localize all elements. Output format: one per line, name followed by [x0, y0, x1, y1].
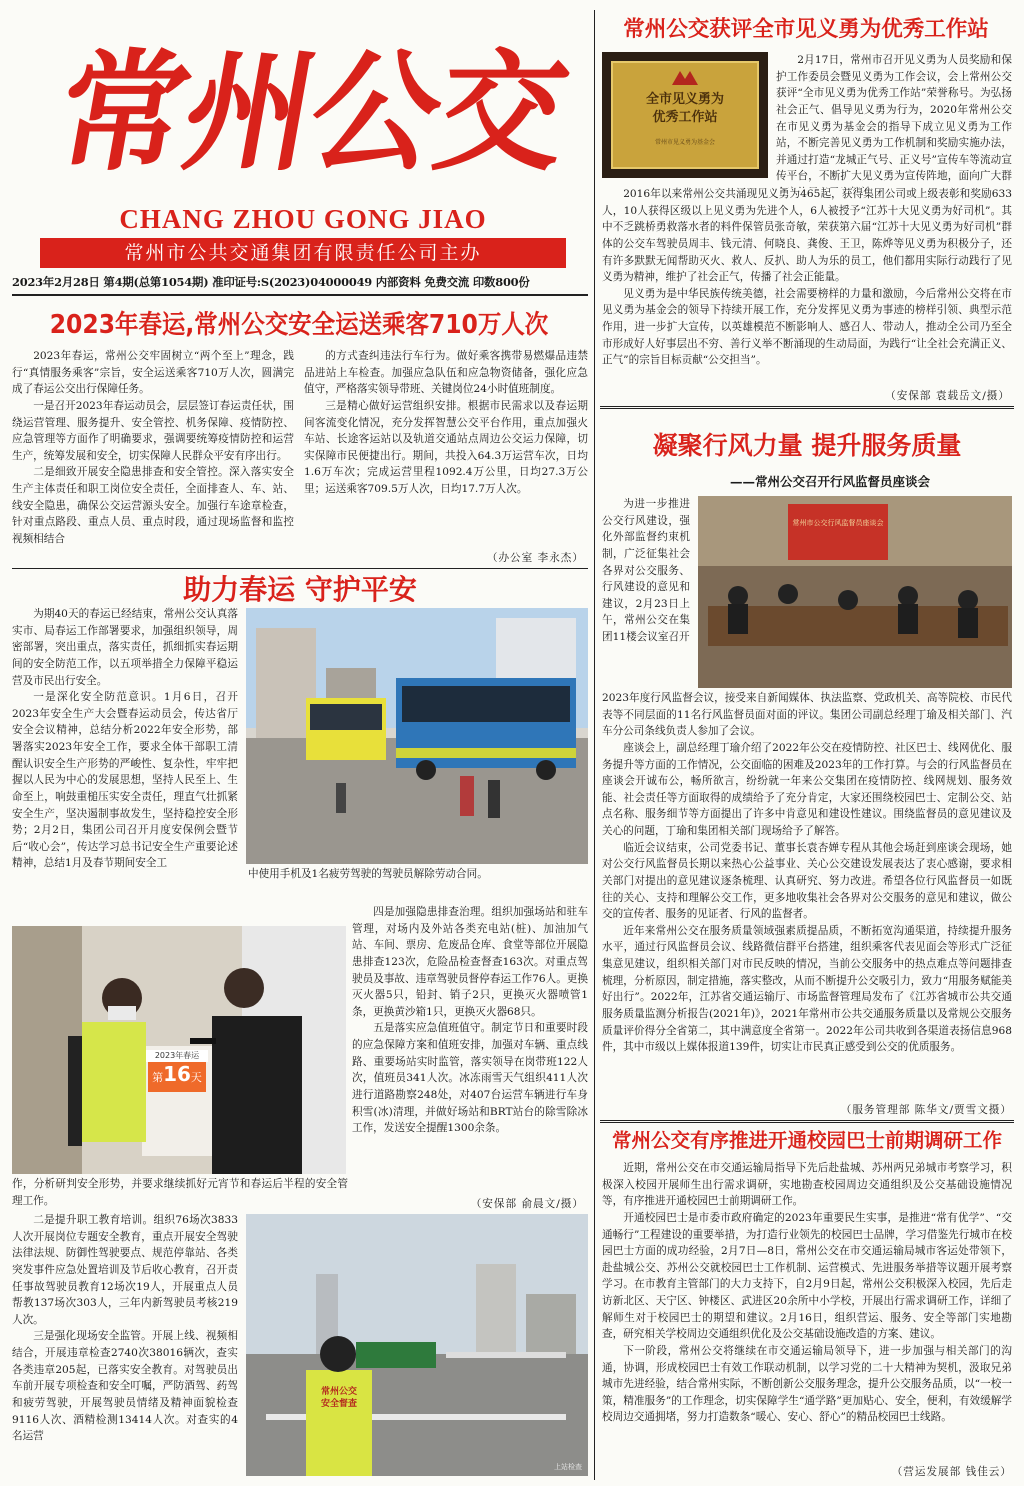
award-body [602, 186, 1012, 400]
style-para-4: 近年来常州公交在服务质量领域强素质提品质，不断拓宽沟通渠道，持续提升服务水平，通过行风监督员会议、线路微信群平台搭建，组织乘客代表见面会等形式广泛征集意见建议，组织相关部门对市民反映的情况，当前公交服务中的热点难点等问题排查梳理，分析原因，制定措施，落实整改，从而不断提升公交吸引力，致力“用服务赋能美好出行”。2022年，江苏省交通运输厅、市场监督管理局发布了《江苏省城市公共交通服务质量监测分析报告(2021年)》，2021年常州市公共交通服务质量以及常规公交服务质量评价得分全省第二，其中满意度全省第一。2022年公司共收到各渠道表扬信息968件，其中市级以上媒体报道139件，切实让市民真正感受到公交的优质服务。 [602, 924, 1012, 1054]
school-body [602, 1160, 1012, 1464]
school-para-3: 下一阶段，常州公交将继续在市交通运输局领导下，进一步加强与相关部门的沟通，协调，形成校园巴士有效工作联动机制，以学习党的二十大精神为契机，汲取兄弟城市先进经验，结合常州实际，不断创新公交服务理念，提升公交服务品质，以“一校一策，精准服务”的工作理念，切实保障学生“通学路”更加贴心、安全，便利，有效缓解学校周边交通拥堵，努力打造数条“暖心、安心、舒心”的精品校园巴士线路。 [602, 1344, 1012, 1424]
style-body [602, 690, 1012, 1120]
escort-col-left-top [12, 606, 238, 922]
spring-col-1 [12, 348, 294, 568]
award-headline: 常州公交获评全市见义勇为优秀工作站 [623, 17, 989, 42]
spring-col1-para: 一是召开2023年春运动员会，层层签订春运责任状，围绕运营管理、服务提升、安全管控、机务保障、疫情防控、应急管理等方面作了明确要求，强调要统筹疫情防控和运营生产，统筹发展和安全，切实保障人民群众平安有序出行。 [12, 399, 294, 462]
photo-interview [12, 926, 346, 1174]
award-credit: （安保部 袁载岳文/摄） [885, 390, 1010, 402]
photo-buses-station [246, 608, 588, 864]
plaque-issuer: 常州市见义勇为基金会 [654, 139, 715, 146]
masthead-pinyin: CHANG ZHOU GONG JIAO [119, 204, 487, 234]
issue-info: 2023年2月28日 第4期(总第1054期) 准印证号:S(2023)04000049 内部资料 免费交流 印数800份 [12, 275, 530, 289]
photo-inspector [246, 1214, 588, 1476]
inspector-illustration [246, 1214, 588, 1476]
escort-col-right [352, 904, 588, 1190]
photo2-sign-year: 2023年春运 [146, 1050, 208, 1062]
spring-col1-para: 2023年春运，常州公交牢固树立“两个至上”理念，践行“真情服务乘客”宗旨，安全运送乘客710万人次，圆满完成了春运公交出行保障任务。 [12, 350, 294, 396]
escort-point-1: 一是深化安全防范意识。1月6日，召开2023年安全生产大会暨春运动员会，传达省厅安全会议精神，总结分析2022年安全形势，部署落实2023年安全工作，要求全体干部职工清醒认识安全生产形势的严峻性、复杂性，牢牢把握以人民为中心的发展思想，坚持人民至上、生命至上，响鼓重槌压实安全责任，理直气壮抓紧安全生产，坚决遏制事故发生，坚持稳控安全形势；2月2日，集团公司召开月度安保例会暨节后“收心会”，传达学习总书记安全生产重要论述精神，总结1月及春节期间安全工 [12, 691, 238, 870]
sponsor-text: 常州市公共交通集团有限责任公司主办 [124, 242, 482, 264]
spring-headline: 2023年春运,常州公交安全运送乘客710万人次 [49, 310, 549, 340]
style-text-beside [602, 496, 690, 690]
award-bottom-rule [600, 406, 1014, 409]
escort-intro: 为期40天的春运已经结束，常州公交认真落实市、局春运工作部署要求，加强组织领导，周密部署，突出重点，落实责任，抓细抓实春运期间的安全防范工作，以五项举措全力保障平稳运营及市民出行安全。 [12, 608, 238, 687]
style-para-1a: 为进一步推进公交行风建设，强化外部监督约束机制，广泛征集社会各界对公交服务、行风建设的意见和建议，2月23日上午，常州公交在集团11楼会议室召开 [602, 498, 690, 643]
escort-mid-1 [248, 866, 588, 904]
spring-col-2 [304, 348, 588, 548]
photo3-caption: 上站检查 [554, 1463, 582, 1471]
escort-col-left-bottom [12, 1212, 238, 1476]
style-headline: 凝聚行风力量 提升服务质量 [652, 431, 962, 460]
school-credit: （营运发展部 钱佳云） [891, 1466, 1012, 1478]
escort-after-photo [12, 1176, 348, 1210]
masthead-logo-calligraphy: 常州公交 [46, 36, 578, 190]
school-headline: 常州公交有序推进开通校园巴士前期调研工作 [611, 1129, 1002, 1152]
meeting-screen-text: 常州市公交行风监督员座谈会 [792, 519, 884, 527]
escort-point-3: 三是强化现场安全监管。开展上线、视频相结合，开展违章检查2740次38016辆次，查实各类违章205起，已落实安全教育。对驾驶员出车前开展专项检查和安全叮嘱，严防酒驾、药驾和疲劳驾驶，开展驾驶员情绪及精神面貌检查9116人次、酒精检测13414人次。对查实的4名运营 [12, 1330, 238, 1443]
escort-headline: 助力春运 守护平安 [183, 573, 417, 606]
award-para-3: 见义勇为是中华民族传统美德，社会需要榜样的力量和激励，今后常州公交将在市见义勇为基金会的领导下持续开展工作，充分发挥见义勇为事迹的榜样引领、典型示范作用，进一步扩大宣传，以英雄模范不断影响人、感召人、带动人，推动全公司乃至全市形成好人好事层出不穷、善行义举不断涌现的生动局面，为践行“让全社会充满正义、正气”的宗旨目标贡献“公交担当”。 [602, 287, 1012, 367]
style-para-1b: 2023年度行风监督会议，接受来自新闻媒体、执法监察、党政机关、高等院校、市民代表等不同层面的11名行风监督员面对面的评议。集团公司副总经理丁瑜及相关部门、汽车分公司条线负责人参加了会议。 [602, 692, 1012, 738]
style-bottom-rule [600, 1120, 1014, 1123]
award-para-1: 2月17日，常州市召开见义勇为人员奖励和保护工作委员会暨见义勇为工作会议，会上常州公交获评“全市见义勇为优秀工作站”荣誉称号。为弘扬社会正气、倡导见义勇为行为，2020年常州公交在市见义勇为基金会的指导下成立见义勇为工作站，不断完善见义勇为工作机制和奖励实施办法，并通过打造“龙城正气号、正义号”宣传车等流动宣传平台，不断扩大见义勇为宣传阵地，面向广大群 [776, 54, 1012, 183]
photo2-sign-pre: 第 [152, 1071, 164, 1084]
escort-point-4: 四是加强隐患排查治理。组织加强场站和驻车管理，对场内及外站各类充电站(桩)、加油加气站、车间、票房、危废品仓库、食堂等部位开展隐患排查123次，危险品检查督查163次。对重点驾驶员及事故、违章驾驶员督停春运工作76人。更换灭火器5只，铅封、销子2只，更换灭火器喷管1条，更换黄沙箱1只，更换灭火器68只。 [352, 906, 588, 1018]
plaque-line-2: 优秀工作站 [652, 110, 718, 125]
escort-mid-text: 中使用手机及1名疲劳驾驶的驾驶员解除劳动合同。 [248, 868, 488, 880]
escort-credit: （安保部 俞晨文/摄） [470, 1198, 584, 1210]
escort-point-1-end: 作，分析研判安全形势，并要求继续抓好元宵节和春运后半程的安全管理工作。 [12, 1178, 348, 1207]
photo3-vest-text: 常州公交 安全督查 [320, 1387, 357, 1409]
plaque-line-1: 全市见义勇为 [645, 92, 724, 107]
style-para-3: 临近会议结束，公司党委书记、董事长袁杏婵专程从其他会场赶到座谈会现场，她对公交行风监督员长期以来热心公益事业、关心公交建设发展表达了衷心感谢，要求相关部门对提出的意见建议逐条梳理、认真研究、努力改进。希望各位行风监督员一如既往的关心、支持和理解公交工作，更多地收集社会各界对公交服务的意见和建议，做公交的宣传者、服务的见证者、行风的监督者。 [602, 841, 1012, 921]
award-para-2: 2016年以来常州公交共涌现见义勇为465起，获得集团公司或上级表彰和奖励633人，10人获得区级以上见义勇为先进个人，6人被授予“江苏十大见义勇为好司机”。其中不乏跳桥勇救落水者的料件保管员张奇敏，荣获第六届“江苏十大见义勇为好司机”群体的公交车驾驶员周丰、钱元清、何晓良、龚俊、王卫，陈烨等见义勇为积极分子，还有许多默默无闻帮助灭火、救人、反扒、助人为乐的员工，他们都用实际行动践行了见义勇为精神，维护了社会正气，传播了社会正能量。 [602, 188, 1012, 284]
escort-point-2: 二是提升职工教育培训。组织76场次3833人次开展岗位专题安全教育，重点开展安全驾驶法律法规、防御性驾驶要点、规范停靠站、各类突发事件应急处置培训及节后收心教育，召开责任事故驾驶员教育12场次19人，开展重点人员帮教137场次303人，三年内新驾驶员考核219人次。 [12, 1214, 238, 1326]
school-para-2: 开通校园巴士是市委市政府确定的2023年重要民生实事，是推进“常有优学”、“交通畅行”工程建设的重要举措，为打造行业领先的校园巴士品牌，学习借鉴先行城市在校园巴士方面的成功经验，2月7日—8日，常州公交在市交通运输局城市客运处带领下，赴盐城公交、苏州公交就校园巴士工作机制、运营模式、先进服务举措等议题开展考察学习。在市教育主管部门的大力支持下，自2月9日起，常州公交积极深入校园，先后走访新北区、天宁区、钟楼区、武进区20余所中小学校，开展出行需求调研工作，详细了解师生对于校园巴士的期望和建议。2月16日，组织营运、服务、安全等部门实地勘查，研究相关学校周边交通组织优化及公交基础设施改造的方案、建议。 [602, 1211, 1012, 1341]
escort-point-5: 五是落实应急值班值守。制定节日和重要时段的应急保障方案和值班安排，加强对车辆、重点线路、重要场站实时监管，落实领导在岗带班122人次，值班员341人次。冰冻雨雪天气组织411人次进行道路勘察248处，对407台运营车辆进行车身积雪(冰)清理，并做好场站和BRT站台的除雪除冰工作，发送安全提醒1300余条。 [352, 1022, 588, 1135]
photo2-sign [146, 1050, 208, 1102]
style-credit: （服务管理部 陈华文/贾雪文摄） [840, 1104, 1012, 1116]
sponsor-banner [40, 238, 566, 268]
school-para-1: 近期，常州公交在市交通运输局指导下先后赴盐城、苏州两兄弟城市考察学习，积极深入校园开展师生出行需求调研，实地勘查校园周边交通组织及公交基础设施情况等，有序推进开通校园巴士前期调研工作。 [602, 1162, 1012, 1208]
spring-divider [12, 568, 588, 569]
award-float-spacer [602, 60, 776, 190]
photo2-sign-post: 天 [190, 1071, 202, 1084]
spring-credit: （办公室 李永杰） [486, 552, 584, 564]
spring-col1-para: 二是细致开展安全隐患排查和安全管控。深入落实安全生产主体责任和职工岗位安全责任，全面排查人、车、站、线安全隐患，确保公交运营源头安全。加强行车途章检查，针对重点路段、重点人员、重点时段，通过现场监督和监控视频相结合 [12, 466, 294, 545]
spring-col2-para: 的方式查纠违法行车行为。做好乘客携带易燃爆品违禁品进站上车检查。加强应急队伍和应急物资储备，强化应急值守，严格落实领导带班、关键岗位24小时值班制度。 [304, 350, 588, 396]
masthead-rule [12, 294, 588, 296]
photo-meeting [698, 496, 1012, 688]
masthead-logo [46, 22, 578, 204]
column-divider [594, 10, 595, 1480]
photo2-sign-day: 16 [163, 1062, 191, 1086]
style-subtitle: ——常州公交召开行风监督员座谈会 [729, 474, 930, 489]
style-para-2: 座谈会上，副总经理丁瑜介绍了2022年公交在疫情防控、社区巴士、线网优化、服务提升等方面的工作情况，公交面临的困难及2023年的工作打算。与会的行风监督员在座谈会开诚布公，畅所欲言，纷纷就一年来公交集团在疫情防控、线网规划、服务效能、社会责任等方面取得的成绩给予了充分肯定，大家还围绕校园巴士、定制公交、站点名称、服务细节等方面提出了许多中肯意见和建设性建议。围绕监督员的意见建议及关心的问题，丁瑜和集团相关部门现场给予了解答。 [602, 741, 1012, 837]
spring-col2-para: 三是精心做好运营组织安排。根据市民需求以及春运期间客流变化情况，充分发挥智慧公交平台作用，重点加强火车站、长途客运站以及轨道交通站点周边公交运力保障，切实保障市民便捷出行。期间，共投入64.3万运营车次，日均1.6万车次；完成运营里程1092.4万公里，日均27.3万公里；运送乘客709.5万人次，日均17.7万人次。 [304, 399, 588, 495]
buses-station-illustration [246, 608, 588, 864]
